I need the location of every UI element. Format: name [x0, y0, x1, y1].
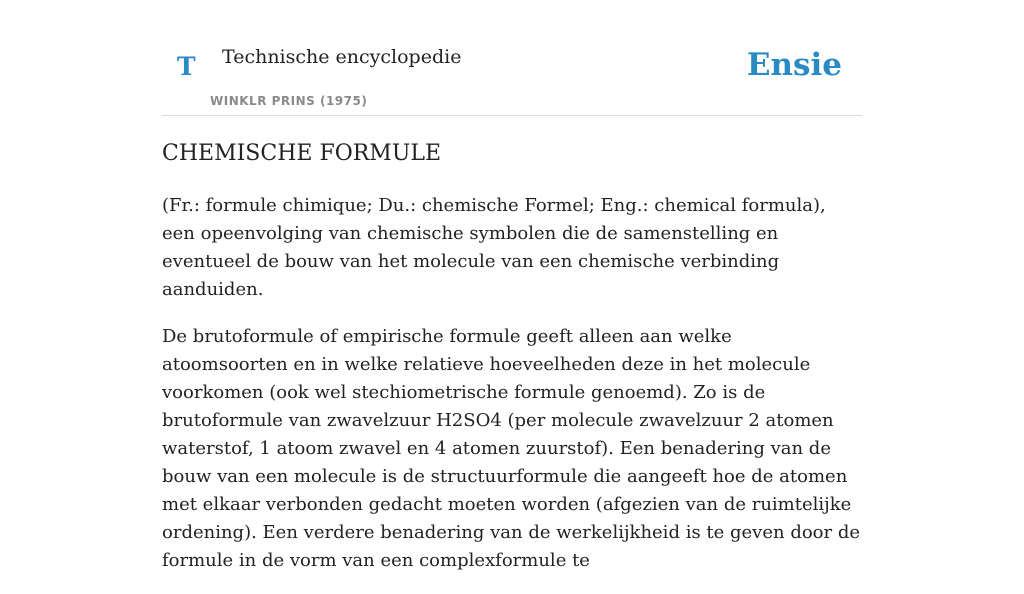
article-body: [162, 192, 862, 594]
encyclopedia-logo[interactable]: T: [177, 52, 196, 81]
encyclopedia-source: WINKLR PRINS (1975): [210, 94, 368, 108]
article-title: CHEMISCHE FORMULE: [162, 141, 442, 166]
article-paragraph: (Fr.: formule chimique; Du.: chemische Formel; Eng.: chemical formula), een opeenvolging van chemische symbolen die de samenstelling en eventueel de bouw van het molecule van een chemische verbinding aanduiden.: [162, 195, 826, 300]
ensie-logo-link[interactable]: Ensie: [746, 47, 842, 83]
encyclopedia-title[interactable]: Technische encyclopedie: [222, 46, 462, 68]
article-paragraph: De brutoformule of empirische formule geeft alleen aan welke atoomsoorten en in welke relatieve hoeveelheden deze in het molecule voorkomen (ook wel stechiometrische formule genoemd). Zo is de brutoformule van zwavelzuur H2SO4 (per molecule zwavelzuur 2 atomen waterstof, 1 atoom zwavel en 4 atomen zuurstof). Een benadering van de bouw van een molecule is de structuurformule die aangeeft hoe de atomen met elkaar verbonden gedacht moeten worden (afgezien van de ruimtelijke ordening). Een verdere benadering van de werkelijkheid is te geven door de formule in de vorm van een complexformule te: [162, 326, 861, 571]
site-header: [162, 0, 862, 116]
